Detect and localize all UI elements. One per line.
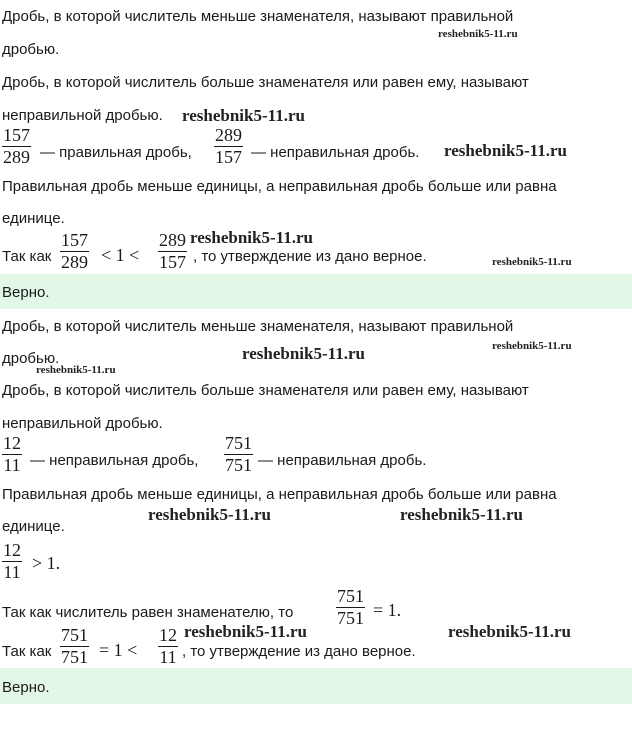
fraction-numerator: 751 xyxy=(61,625,88,645)
fraction-289-157 xyxy=(158,231,187,272)
fraction-157-289 xyxy=(60,231,89,272)
fraction-157-289 xyxy=(2,126,31,167)
verdict: Верно. xyxy=(2,284,50,301)
fraction-numerator: 289 xyxy=(215,125,242,145)
rule-line1: Правильная дробь меньше единицы, а неправильная дробь больше или равна xyxy=(2,178,557,195)
watermark: reshebnik5-11.ru xyxy=(400,505,523,524)
fraction-numerator: 12 xyxy=(159,625,177,645)
fraction-numerator: 157 xyxy=(3,125,30,145)
comparison: < 1 < xyxy=(101,245,140,265)
rule-line2: единице. xyxy=(2,210,65,227)
comparison: = 1 < xyxy=(99,640,138,660)
watermark: reshebnik5-11.ru xyxy=(148,505,271,524)
greater-than-one: > 1. xyxy=(32,553,61,573)
fraction-751-751 xyxy=(336,587,365,628)
fraction-751-751 xyxy=(224,434,253,475)
rule-line2: единице. xyxy=(2,518,65,535)
fraction-denominator: 751 xyxy=(337,608,364,628)
verdict: Верно. xyxy=(2,679,50,696)
fraction-numerator: 12 xyxy=(3,540,21,560)
fraction-numerator: 751 xyxy=(337,586,364,606)
proper-fraction-text: — правильная дробь, xyxy=(40,144,192,161)
fraction-denominator: 11 xyxy=(3,562,21,582)
fraction-numerator: 157 xyxy=(61,230,88,250)
definition-proper-line1: Дробь, в которой числитель меньше знаменателя, называют правильной xyxy=(2,318,514,335)
fraction-numerator: 751 xyxy=(225,433,252,453)
fraction-denominator: 157 xyxy=(215,147,242,167)
fraction-denominator: 289 xyxy=(3,147,30,167)
fraction-denominator: 157 xyxy=(159,252,186,272)
fraction-denominator: 11 xyxy=(159,647,177,667)
definition-improper-line2: неправильной дробью. xyxy=(2,107,163,124)
rule-line1: Правильная дробь меньше единицы, а неправильная дробь больше или равна xyxy=(2,486,557,503)
watermark: reshebnik5-11.ru xyxy=(492,256,572,268)
watermark: reshebnik5-11.ru xyxy=(438,28,518,40)
fraction-751-751 xyxy=(60,626,89,667)
watermark: reshebnik5-11.ru xyxy=(36,364,116,376)
equals-one: = 1. xyxy=(373,600,402,620)
fraction-289-157 xyxy=(214,126,243,167)
fraction-numerator: 289 xyxy=(159,230,186,250)
definition-improper-line2: неправильной дробью. xyxy=(2,415,163,432)
improper-fraction-text: — неправильная дробь. xyxy=(258,452,427,469)
answer-band xyxy=(0,274,632,309)
watermark: reshebnik5-11.ru xyxy=(448,622,571,641)
answer-band xyxy=(0,668,632,704)
watermark: reshebnik5-11.ru xyxy=(182,106,305,125)
definition-improper-line1: Дробь, в которой числитель больше знаменателя или равен ему, называют xyxy=(2,74,529,91)
fraction-denominator: 751 xyxy=(61,647,88,667)
definition-proper-line2: дробью. xyxy=(2,41,60,58)
watermark: reshebnik5-11.ru xyxy=(492,340,572,352)
since-label: Так как xyxy=(2,248,52,265)
conclusion-text: , то утверждение из дано верное. xyxy=(193,248,427,265)
fraction-12-11 xyxy=(158,626,178,667)
fraction-denominator: 751 xyxy=(225,455,252,475)
definition-improper-line1: Дробь, в которой числитель больше знаменателя или равен ему, называют xyxy=(2,382,529,399)
watermark: reshebnik5-11.ru xyxy=(242,344,365,363)
improper-fraction-text: — неправильная дробь, xyxy=(30,452,199,469)
watermark: reshebnik5-11.ru xyxy=(190,228,313,247)
improper-fraction-text: — неправильная дробь. xyxy=(251,144,420,161)
fraction-denominator: 289 xyxy=(61,252,88,272)
conclusion-text: , то утверждение из дано верное. xyxy=(182,643,416,660)
fraction-denominator: 11 xyxy=(3,455,21,475)
definition-proper-line2: дробью. xyxy=(2,350,60,367)
fraction-numerator: 12 xyxy=(3,433,21,453)
since-label: Так как xyxy=(2,643,52,660)
definition-proper-line1: Дробь, в которой числитель меньше знаменателя, называют правильной xyxy=(2,8,514,25)
watermark: reshebnik5-11.ru xyxy=(184,622,307,641)
fraction-12-11 xyxy=(2,434,22,475)
equality-text: Так как числитель равен знаменателю, то xyxy=(2,604,294,621)
watermark: reshebnik5-11.ru xyxy=(444,141,567,160)
fraction-12-11 xyxy=(2,541,22,582)
